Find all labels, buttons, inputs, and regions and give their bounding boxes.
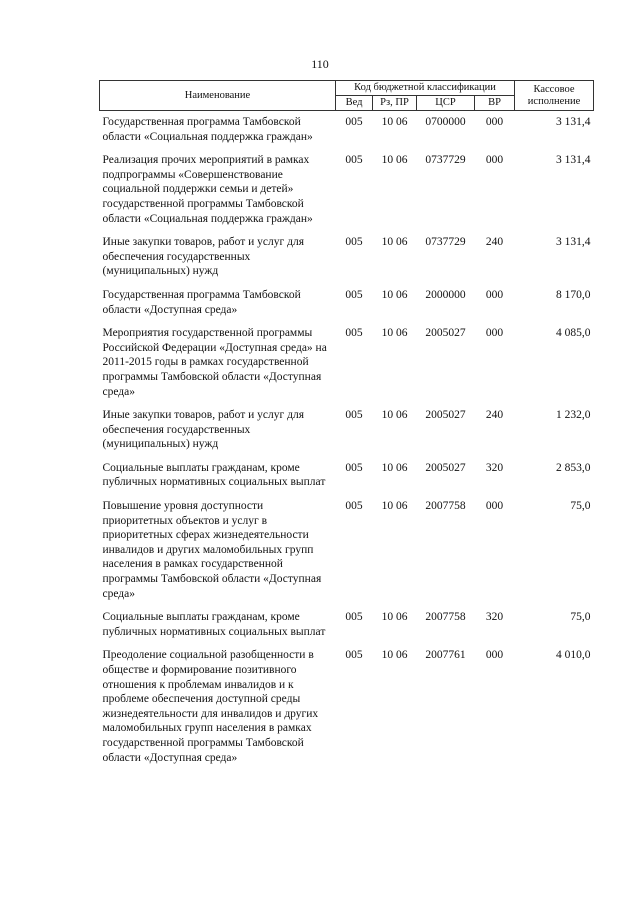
row-csr: 0737729 [425, 236, 466, 249]
page-number: 110 [311, 57, 329, 71]
row-name: Повышение уровня доступности приоритетных объектов и услуг в приоритетных сферах жизнедеятельности инвалидов и других маломобильных групп населения в рамках государственной программы Тамбовской области «Доступная среда» [102, 500, 322, 600]
row-name: Государственная программа Тамбовской области «Социальная поддержка граждан» [102, 116, 313, 143]
row-vr: 240 [485, 409, 504, 422]
row-csr: 2007758 [425, 611, 466, 624]
row-vr: 320 [485, 611, 504, 624]
table-row [100, 284, 594, 322]
row-name: Иные закупки товаров, работ и услуг для обеспечения государственных (муниципальных) нужд [102, 409, 304, 451]
row-csr: 0700000 [425, 116, 466, 128]
row-ved: 005 [345, 500, 363, 513]
row-amount: 75,0 [570, 500, 591, 513]
row-ved: 005 [345, 409, 363, 422]
row-amount: 8 170,0 [556, 288, 591, 301]
row-amount: 2 853,0 [556, 461, 591, 474]
row-rz-pr: 10 06 [381, 611, 408, 624]
table-header [100, 81, 594, 111]
row-vr: 240 [485, 236, 504, 249]
header-rz-pr: Рз, ПР [373, 96, 417, 111]
row-name: Реализация прочих мероприятий в рамках подпрограммы «Совершенствование социальной поддержки семьи и детей» государственной программы Тамбовской области «Социальная поддержка граждан» [102, 154, 313, 225]
row-csr: 2005027 [425, 327, 466, 340]
row-amount: 4 010,0 [556, 649, 591, 662]
row-vr: 000 [485, 154, 504, 167]
table-row [100, 149, 594, 231]
row-name: Социальные выплаты гражданам, кроме публичных нормативных социальных выплат [102, 461, 326, 489]
header-ved: Вед [336, 96, 373, 111]
row-ved: 005 [345, 649, 363, 662]
table-body [100, 111, 594, 771]
row-ved: 005 [345, 611, 363, 624]
table-row [100, 111, 594, 150]
row-rz-pr: 10 06 [381, 649, 408, 662]
row-name: Преодоление социальной разобщенности в обществе и формирование позитивного отношения к проблемам инвалидов и к проблеме обеспечения доступной среды жизнедеятельности для инвалидов и других маломобильных групп населения в рамках государственной программы Тамбовской области «Доступная среда» [102, 649, 319, 764]
row-csr: 2007758 [425, 500, 466, 513]
row-rz-pr: 10 06 [381, 327, 408, 340]
row-amount: 3 131,4 [556, 116, 591, 128]
row-rz-pr: 10 06 [381, 461, 408, 474]
table-row [100, 606, 594, 644]
row-vr: 000 [485, 288, 504, 301]
table-row [100, 457, 594, 495]
table-row [100, 231, 594, 284]
header-amount: Кассовое исполнение [515, 81, 594, 111]
table-row [100, 495, 594, 606]
header-csr: ЦСР [417, 96, 475, 111]
row-ved: 005 [345, 288, 363, 301]
table-row [100, 644, 594, 770]
row-name: Государственная программа Тамбовской области «Доступная среда» [102, 288, 301, 316]
row-csr: 2000000 [425, 288, 466, 301]
row-vr: 000 [485, 500, 504, 513]
row-ved: 005 [345, 461, 363, 474]
row-rz-pr: 10 06 [381, 116, 408, 128]
row-amount: 4 085,0 [556, 327, 591, 340]
row-csr: 2005027 [425, 409, 466, 422]
row-vr: 000 [485, 116, 504, 128]
row-vr: 000 [485, 327, 504, 340]
row-csr: 2007761 [425, 649, 466, 662]
row-ved: 005 [345, 327, 363, 340]
row-rz-pr: 10 06 [381, 500, 408, 513]
row-amount: 75,0 [570, 611, 591, 624]
row-name: Иные закупки товаров, работ и услуг для обеспечения государственных (муниципальных) нужд [102, 236, 304, 278]
header-vr: ВР [475, 96, 515, 111]
row-ved: 005 [345, 116, 363, 128]
row-amount: 3 131,4 [556, 236, 591, 249]
header-name: Наименование [100, 81, 336, 111]
row-rz-pr: 10 06 [381, 409, 408, 422]
row-ved: 005 [345, 154, 363, 167]
row-name: Социальные выплаты гражданам, кроме публичных нормативных социальных выплат [102, 611, 326, 638]
row-rz-pr: 10 06 [381, 154, 408, 167]
table-row [100, 404, 594, 457]
budget-table [99, 80, 594, 770]
table-row [100, 322, 594, 404]
row-name: Мероприятия государственной программы Российской Федерации «Доступная среда» на 2011-2015 годы в рамках государственной программы Тамбовской области «Доступная среда» [102, 327, 327, 398]
row-rz-pr: 10 06 [381, 288, 408, 301]
row-ved: 005 [345, 236, 363, 249]
header-code-group: Код бюджетной классификации [336, 81, 515, 96]
row-amount: 3 131,4 [556, 154, 591, 167]
row-amount: 1 232,0 [556, 409, 591, 422]
row-csr: 2005027 [425, 461, 466, 474]
row-rz-pr: 10 06 [381, 236, 408, 249]
row-csr: 0737729 [425, 154, 466, 167]
row-vr: 000 [485, 649, 504, 662]
row-vr: 320 [485, 461, 504, 474]
